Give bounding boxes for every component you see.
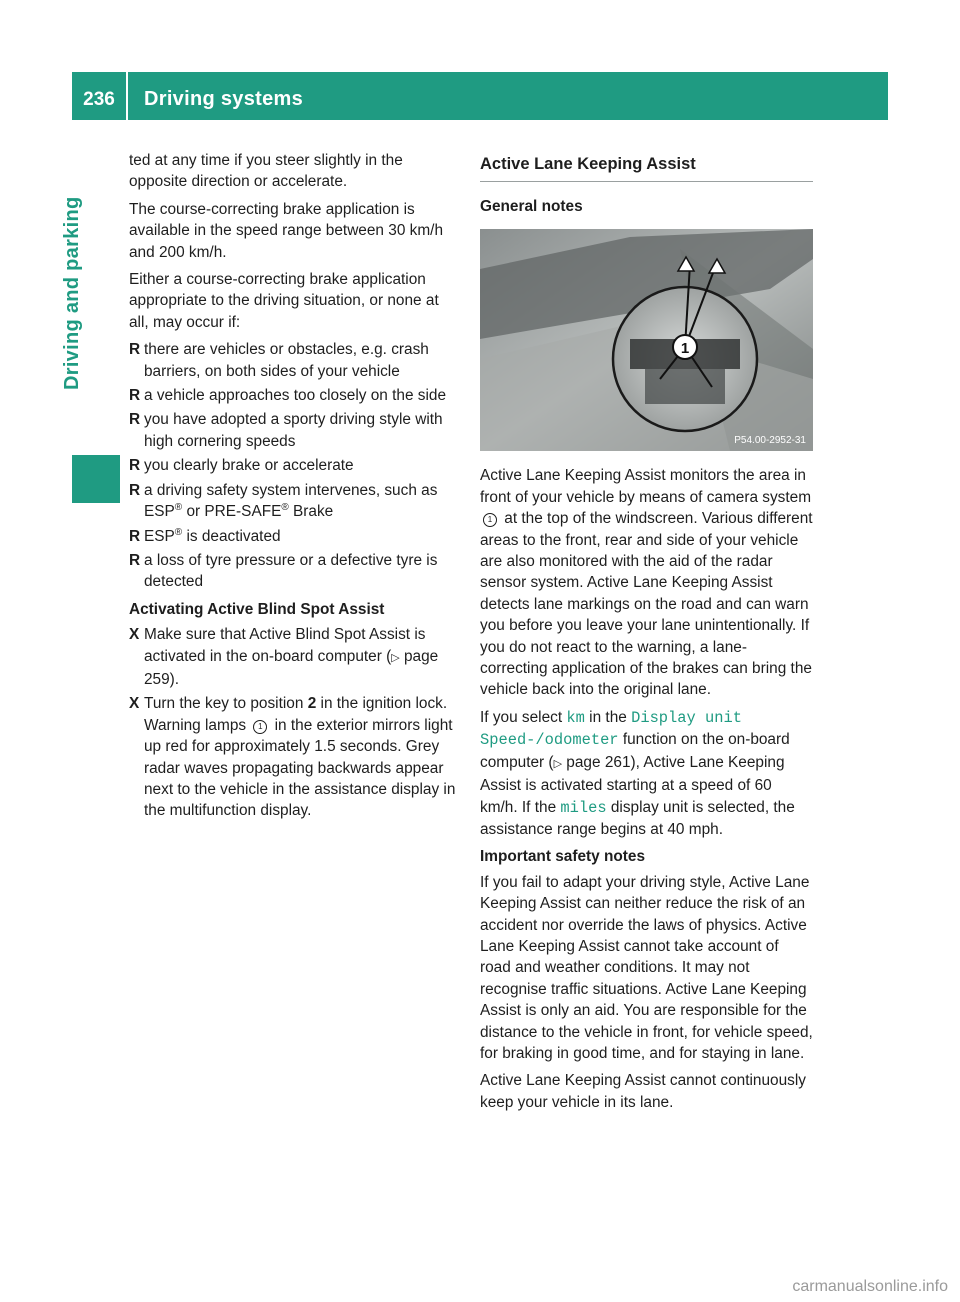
sensor-body [645,369,725,404]
bullet-marker: R [129,551,141,569]
subheading-general-notes: General notes [480,198,583,215]
paragraph: Either a course-correcting brake application appropriate to the driving situation, or none at all, may occur if: [129,271,439,331]
registered-mark: ® [281,501,289,513]
list-item: R there are vehicles or obstacles, e.g. crash barriers, on both sides of your vehicle [129,341,429,380]
step-marker: X [129,626,140,644]
page-ref-arrow-icon: ▷ [391,651,400,664]
display-menu-name: Display unit Speed-/odometer [480,708,742,750]
section-title: Active Lane Keeping Assist [480,153,813,182]
list-item: R you clearly brake or accelerate [129,455,461,476]
paragraph: If you select km in the Display unit Speed-/odometer function on the on-board computer (▷ page 261), Active Lane Keeping Assist is activated starting at a speed of 60 km/h. If the miles display unit is selected, the assistance range begins at 40 mph. [480,708,795,838]
step-item: X Turn the key to position 2 in the ignition lock. Warning lamps 1 in the exterior mirrors light up red for approximately 1.5 seconds. Grey radar waves propagating backwards appear next to the vehicle in the assistance display in the multifunction display. [129,695,456,820]
left-column [129,150,461,828]
paragraph: The course-correcting brake application is available in the speed range between 30 km/h and 200 km/h. [129,200,444,261]
page-ref-arrow-icon: ▷ [553,757,563,770]
list-item: R a vehicle approaches too closely on the side [129,385,461,406]
display-value-km: km [566,708,585,727]
side-tab-label: Driving and parking [61,196,83,390]
callout-number: 1 [680,340,690,358]
bullet-marker: R [129,411,141,429]
bullet-marker: R [129,457,141,475]
step-list [129,624,461,822]
bullet-marker: R [129,341,141,359]
chapter-title: Driving systems [144,88,304,110]
list-item: R a loss of tyre pressure or a defective tyre is detected [129,551,438,591]
bullet-marker: R [129,387,141,405]
paragraph: If you fail to adapt your driving style, Active Lane Keeping Assist can neither reduce the risk of an accident nor override the laws of physics. Active Lane Keeping Assist cannot take account of road and weather conditions. It may not recognise traffic situations. Active Lane Keeping Assist is only an aid. You are responsible for the distance to the vehicle in front, for vehicle speed, for braking in good time, and for staying in lane. [480,873,813,1062]
figure-code: P54.00-2952-31 [734,435,806,447]
step-item: X Make sure that Active Blind Spot Assist is activated in the on-board computer (▷ page 259). [129,626,439,688]
callout-1-icon: 1 [253,720,267,734]
list-item: R a driving safety system intervenes, such as ESP® or PRE-SAFE® Brake [129,481,438,521]
bullet-marker: R [129,527,141,545]
display-value-miles: miles [560,798,607,817]
page-number: 236 [83,89,115,110]
header-divider [126,72,128,120]
subheading-safety: Important safety notes [480,848,646,866]
windscreen-camera-figure [480,229,813,451]
side-tab-block [72,455,120,503]
step-marker: X [129,695,140,713]
list-item: R you have adopted a sporty driving style with high cornering speeds [129,411,443,450]
registered-mark: ® [174,501,183,513]
callout-1-icon: 1 [483,513,497,527]
watermark-link[interactable]: carmanualsonline.info [792,1278,948,1295]
subheading-activating: Activating Active Blind Spot Assist [129,600,385,618]
paragraph: Active Lane Keeping Assist cannot continuously keep your vehicle in its lane. [480,1072,806,1111]
paragraph: Active Lane Keeping Assist monitors the area in front of your vehicle by means of camera system 1 at the top of the windscreen. Various different areas to the front, rear and side of your vehicle are also monitored with the aid of the radar sensor system. Active Lane Keeping Assist detects lane markings on the road and can warn you before you leave your lane unintentionally. If you do not react to the warning, a lane-correcting application of the brakes can bring the vehicle back into the original lane. [480,467,813,699]
paragraph: ted at any time if you steer slightly in the opposite direction or accelerate. [129,152,403,191]
bullet-marker: R [129,481,141,499]
condition-list [129,339,461,592]
page-header [72,72,888,120]
registered-mark: ® [174,526,183,538]
right-column [480,150,813,1119]
list-item: R ESP® is deactivated [129,526,461,547]
